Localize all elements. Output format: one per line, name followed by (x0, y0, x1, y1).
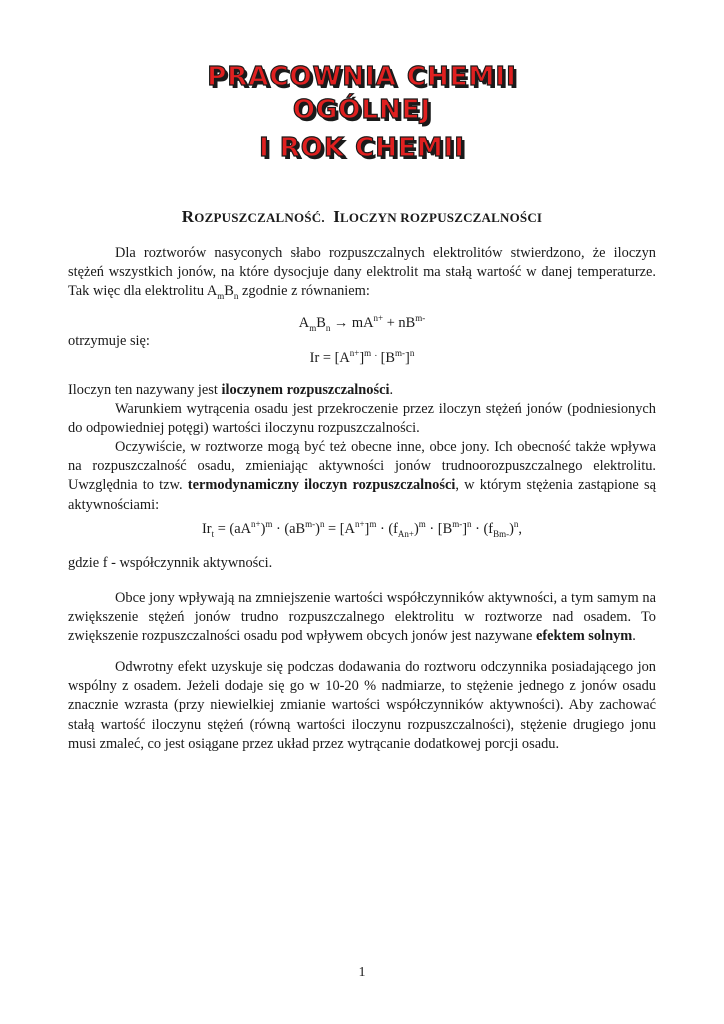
paragraph-7: Odwrotny efekt uzyskuje się podczas dodawania do roztworu odczynnika posiadającego jon wspólny z osadem. Jeżeli dodaje się go w 10-20 % nadmiarze, to stężenie jednego z jonów osadu znacznie wzrasta (przy niewielkiej zmianie wartości współczynników aktywności). Aby zachować stałą wartość iloczynu stężeń (równą wartości iloczynu rozpuszczalności), stężenie drugiego jonu musi zmaleć, co jest osiągane przez układ przez wytrącanie dodatkowej porcji osadu. (68, 659, 656, 752)
term-iloczyn-rozpuszczalnosci: iloczynem rozpuszczalności (221, 382, 390, 398)
paragraph-2-text: Iloczyn ten nazywany jest (68, 382, 218, 398)
term-efekt-solny: efektem solnym (535, 628, 633, 645)
paragraph-2 (68, 381, 656, 400)
banner-line-1: PRACOWNIA CHEMII (207, 62, 517, 92)
heading-part-1: OZPUSZCZALNOŚĆ. (194, 210, 325, 225)
heading-initial-r: R (181, 207, 195, 226)
paragraph-3: Warunkiem wytrącenia osadu jest przekroczenie przez iloczyn stężeń jonów (podniesionych do odpowiedniej potęgi) wartości iloczynu rozpuszczalności. (68, 401, 656, 437)
paragraph-4 (68, 438, 656, 515)
paragraph-1-tail: zgodnie z równaniem: (242, 283, 370, 300)
equation-solubility-product: $Ir = [A^{n+}]^m$ . $[B^{m-}]^n$ (309, 348, 415, 366)
paragraph-6 (68, 589, 656, 647)
paragraph-1: Dla roztworów nasyconych słabo rozpuszczalnych elektrolitów stwierdzono, że iloczyn stężeń wszystkich jonów, na które dysocjuje dany elektrolit ma stałą wartość w danej temperaturze. Tak więc dla elektrolitu $A_mB_n$ zgodnie z równaniem: (68, 245, 656, 302)
page-number: 1 (358, 965, 366, 980)
equation-thermodynamic: $Ir_t = (aA^{n+})^m \cdot (aB^{m-})^n = [A^{n+}]^m \cdot (f_{An+})^m \cdot [B^{m-}]^n \cdot (f_{Bm-})^n$, (202, 519, 522, 539)
banner-line-3: I ROK CHEMII (259, 133, 465, 163)
label-otrzymuje: otrzymuje się: (68, 333, 150, 349)
heading-part-2: LOCZYN ROZPUSZCZALNOŚCI (340, 210, 543, 225)
paragraph-4-text: Oczywiście, w roztworze mogą być też obecne inne, obce jony. Ich obecność także wpływa na rozpuszczalność osadu, zmieniając aktywności jonów trudnoorozpuszczalnego elektrolitu. Uwzględnia to tzw. (68, 439, 656, 494)
heading-initial-i: I (333, 207, 341, 226)
paragraph-6-end: . (632, 628, 636, 645)
paragraph-6-text: Obce jony wpływają na zmniejszenie wartości współczynników aktywności, a tym samym na zwiększenie stężeń jonów trudno rozpuszczalnego elektrolitu w roztworze nad osadem. To zwiększenie rozpuszczalności osadu pod wpływem obcych jonów jest nazywane (68, 590, 656, 645)
paragraph-2-end: . (389, 382, 394, 398)
paragraph-1-text: Dla roztworów nasyconych słabo rozpuszczalnych elektrolitów stwierdzono, że iloczyn stężeń wszystkich jonów, na które dysocjuje dany elektrolit ma stałą wartość w danej temperaturze. Tak więc dla elektrolitu (68, 245, 656, 300)
banner-line-2: OGÓLNEJ (292, 95, 432, 125)
term-termodynamiczny-iloczyn: termodynamiczny iloczyn rozpuszczalności (187, 477, 456, 494)
section-heading (0, 207, 724, 227)
paragraph-4-tail: , w którym stężenia zastąpione są aktywnościami: (68, 477, 656, 513)
paragraph-5: gdzie f - współczynnik aktywności. (68, 555, 273, 571)
equation-dissociation: $A_mB_n \to mA^{n+} + nB^{m-}$ (298, 313, 426, 333)
